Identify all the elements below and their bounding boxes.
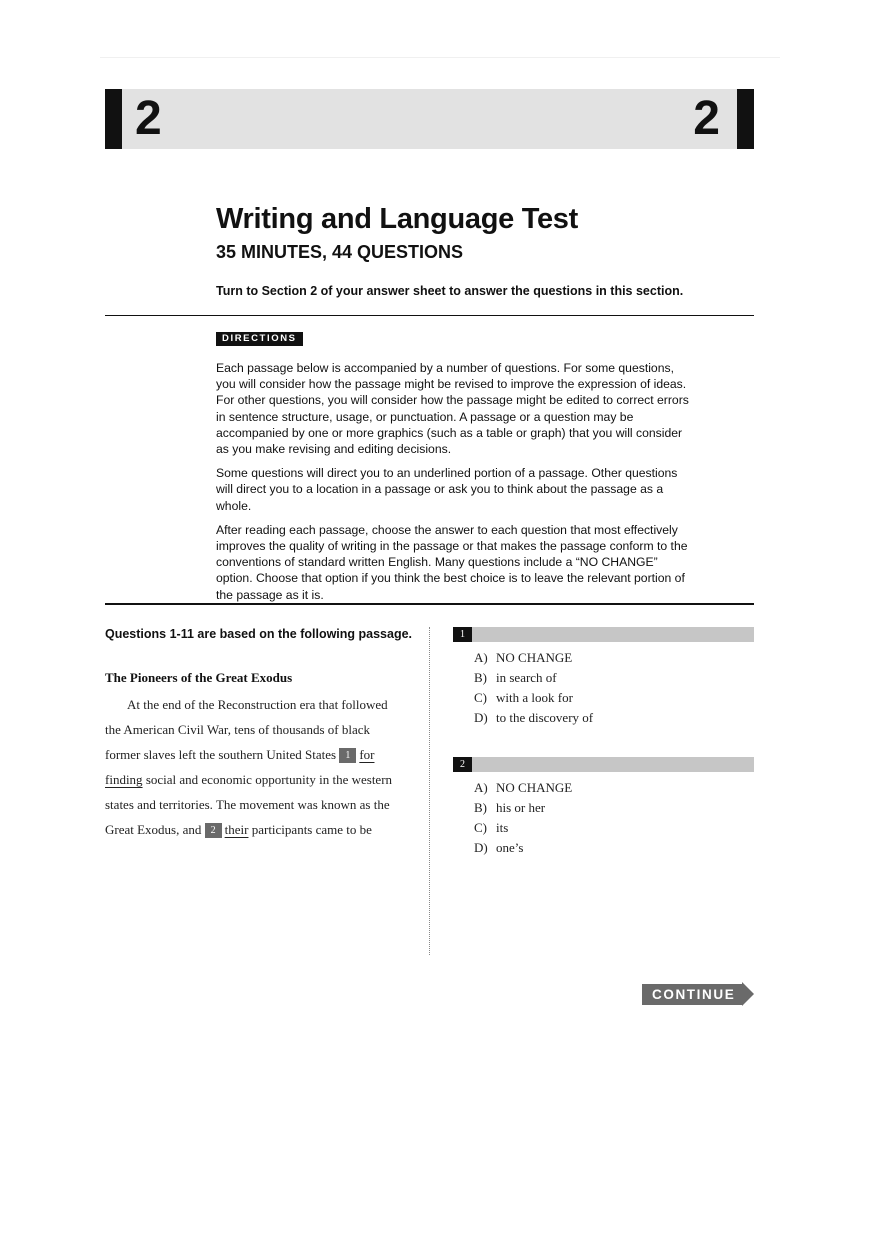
top-hairline <box>100 57 780 58</box>
directions-paragraph: Some questions will direct you to an underlined portion of a passage. Other questions will direct you to a location in a passage or ask you to think about the passage as a whole. <box>216 466 678 513</box>
page-subtitle: 35 MINUTES, 44 QUESTIONS <box>216 242 464 262</box>
answer-option[interactable] <box>474 708 754 728</box>
answer-option[interactable] <box>474 668 754 688</box>
option-text: its <box>496 820 509 835</box>
passage-body <box>105 692 405 842</box>
arrow-right-icon <box>742 982 754 1006</box>
question-2 <box>453 757 754 858</box>
banner-bar-left <box>105 89 122 149</box>
option-text: NO CHANGE <box>496 650 573 665</box>
column-divider <box>429 627 430 955</box>
question-number: 1 <box>453 627 472 642</box>
option-text: one’s <box>496 840 524 855</box>
section-number-right: 2 <box>693 92 720 145</box>
option-letter: A) <box>474 780 488 795</box>
directions-paragraph: After reading each passage, choose the answer to each question that most effectively improves the quality of writing in the passage or that makes the passage conform to the conventions of standard written English. Many questions include a “NO CHANGE” option. Choose that option if you think the best choice is to leave the relevant portion of the passage as it is. <box>216 522 688 602</box>
passage-title: The Pioneers of the Great Exodus <box>105 670 293 685</box>
question-marker-1[interactable]: 1 <box>339 748 356 763</box>
answer-option[interactable] <box>474 688 754 708</box>
option-letter: B) <box>474 800 487 815</box>
divider-rule <box>105 315 754 316</box>
question-number: 2 <box>453 757 472 772</box>
answer-options <box>474 778 754 858</box>
answer-options <box>474 648 754 728</box>
option-letter: A) <box>474 650 488 665</box>
underlined-portion-2[interactable]: their <box>224 822 249 837</box>
option-letter: C) <box>474 820 487 835</box>
question-header-bar <box>453 757 754 772</box>
directions-label: DIRECTIONS <box>216 332 303 346</box>
question-header-bar <box>453 627 754 642</box>
passage-text: social and economic opportunity in the western states and territories. The movement was known as the Great Exodus, and <box>105 772 393 837</box>
question-marker-2[interactable]: 2 <box>205 823 222 838</box>
option-letter: D) <box>474 710 488 725</box>
option-letter: D) <box>474 840 488 855</box>
passage-text: participants came to be <box>248 822 372 837</box>
answer-option[interactable] <box>474 838 754 858</box>
option-text: with a look for <box>496 690 573 705</box>
answer-sheet-instruction: Turn to Section 2 of your answer sheet to answer the questions in this section. <box>216 284 684 298</box>
continue-button[interactable] <box>642 984 742 1005</box>
option-text: to the discovery of <box>496 710 594 725</box>
banner-bar-right <box>737 89 754 149</box>
section-banner <box>105 89 754 149</box>
option-text: his or her <box>496 800 546 815</box>
option-text: NO CHANGE <box>496 780 573 795</box>
page-title: Writing and Language Test <box>216 203 578 235</box>
option-letter: B) <box>474 670 487 685</box>
section-number-left: 2 <box>135 92 162 145</box>
divider-rule <box>105 603 754 605</box>
answer-option[interactable] <box>474 778 754 798</box>
passage-text: At the end of the Reconstruction era that followed the American Civil War, tens of thousands of black former slaves left the southern United States <box>105 697 388 762</box>
answer-option[interactable] <box>474 798 754 818</box>
answer-option[interactable] <box>474 818 754 838</box>
option-text: in search of <box>496 670 557 685</box>
passage-intro: Questions 1-11 are based on the following passage. <box>105 627 413 641</box>
question-1 <box>453 627 754 728</box>
passage-paragraph <box>105 692 405 842</box>
directions-paragraph: Each passage below is accompanied by a number of questions. For some questions, you will consider how the passage might be revised to improve the expression of ideas. For other questions, you will consider how the passage might be edited to correct errors in sentence structure, usage, or punctuation. A passage or a question may be accompanied by one or more graphics (such as a table or graph) that you will consider as you make revising and editing decisions. <box>216 361 689 457</box>
option-letter: C) <box>474 690 487 705</box>
directions-text <box>216 360 696 611</box>
underlined-portion-1[interactable]: for finding <box>105 747 375 787</box>
continue-label: CONTINUE <box>652 987 736 1002</box>
answer-option[interactable] <box>474 648 754 668</box>
